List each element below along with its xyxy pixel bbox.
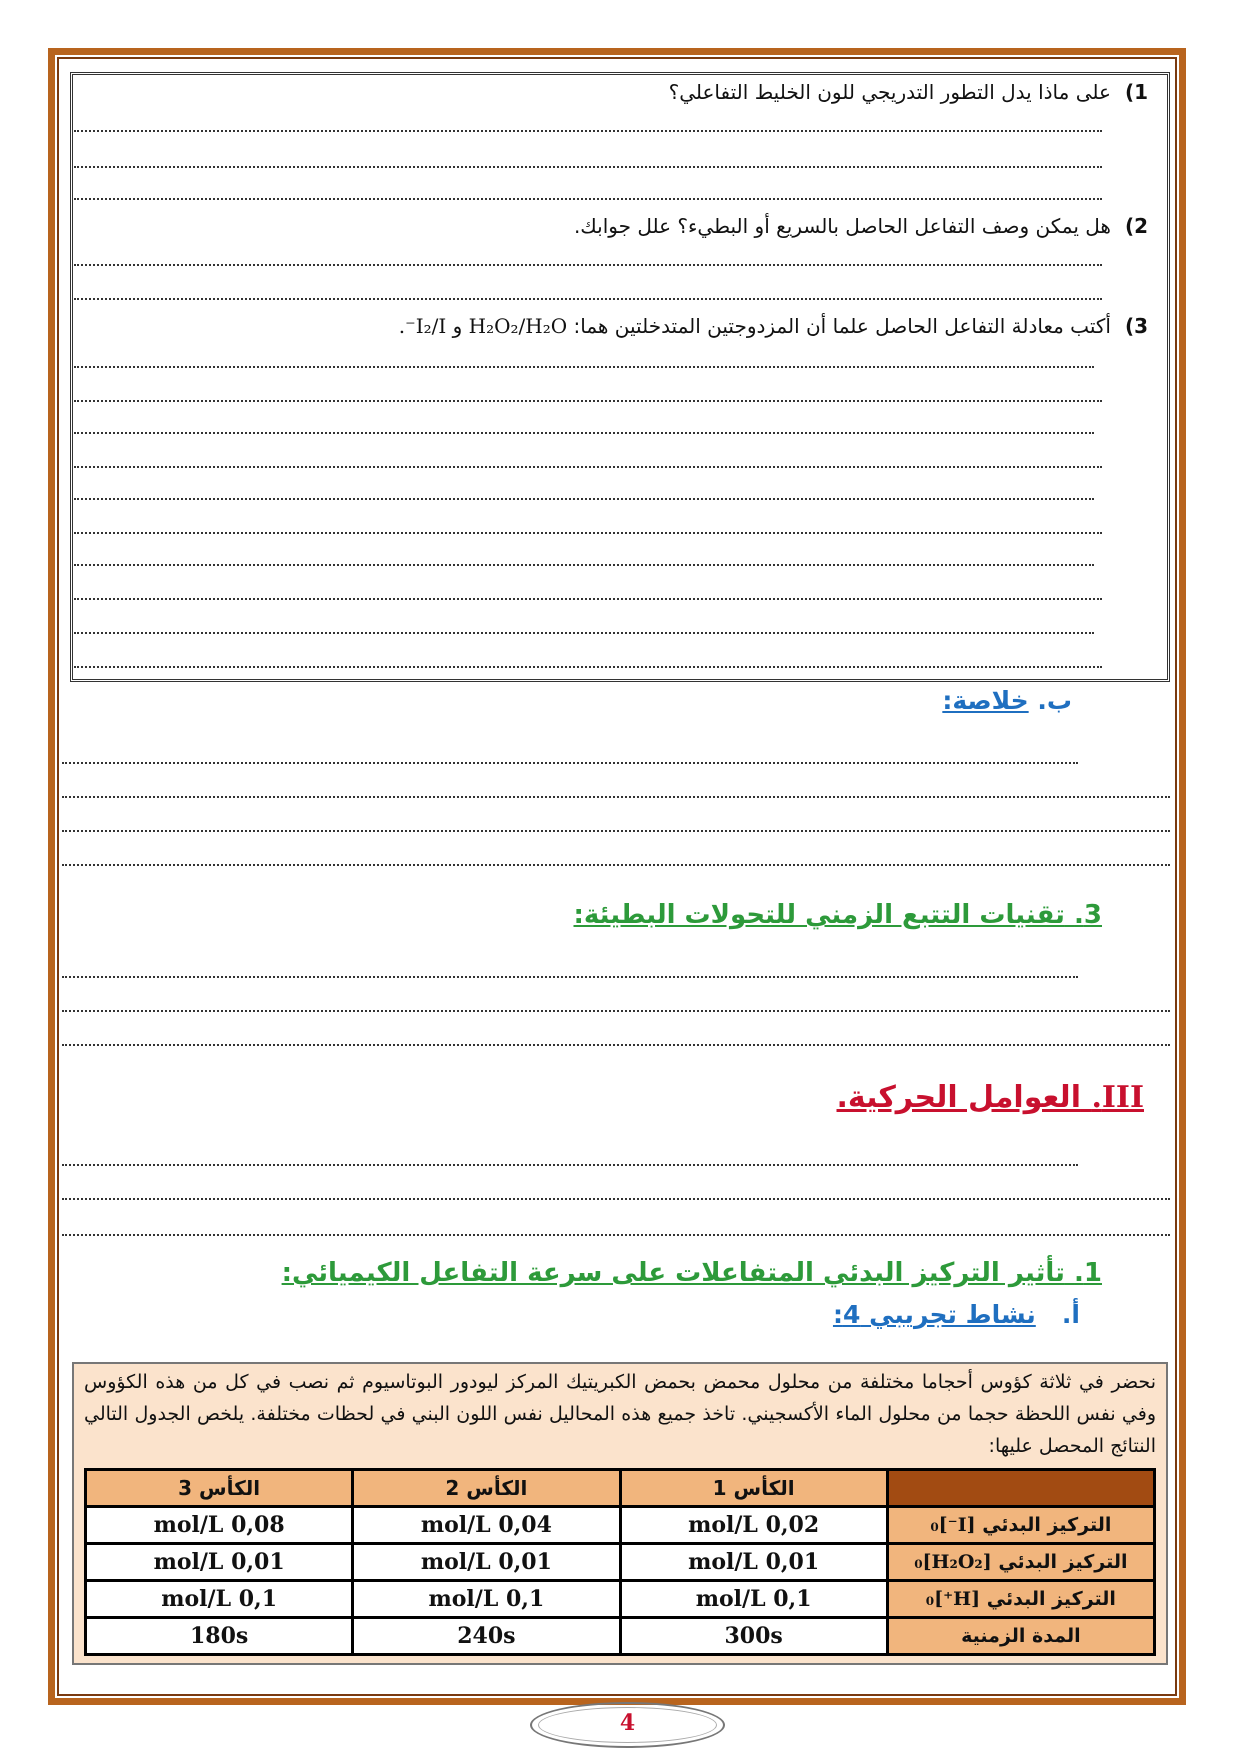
table-cell: 0,1 mol/L [622, 1582, 886, 1616]
heading-title: تقنيات التتبع الزمني للتحولات البطيئة: [573, 900, 1065, 930]
answer-line [74, 466, 1102, 468]
answer-line [74, 166, 1102, 168]
heading-prefix: III. [1091, 1080, 1144, 1115]
heading-title: نشاط تجريبي 4: [832, 1300, 1036, 1329]
answer-line [62, 1044, 1170, 1046]
question-2 [574, 214, 1148, 238]
answer-line [62, 1198, 1170, 1200]
question-text: على ماذا يدل التطور التدريجي للون الخليط التفاعلي؟ [668, 80, 1111, 104]
row-label [889, 1619, 1153, 1653]
heading-prefix: ب. [1037, 686, 1072, 715]
row-label [889, 1582, 1153, 1616]
question-text: هل يمكن وصف التفاعل الحاصل بالسريع أو البطيء؟ علل جوابك. [573, 214, 1111, 238]
question-1 [669, 80, 1148, 104]
answer-line [74, 198, 1102, 200]
answer-line [74, 264, 1102, 266]
redox-pair-1: H₂O₂/H₂O [468, 314, 568, 338]
table-row [87, 1582, 1153, 1616]
answer-line [74, 498, 1094, 500]
table-cell: 0,01 mol/L [87, 1545, 351, 1579]
answer-line [74, 366, 1094, 368]
table-row [87, 1545, 1153, 1579]
heading-title: خلاصة: [942, 686, 1029, 715]
table-cell: 0,1 mol/L [87, 1582, 351, 1616]
answer-line [62, 762, 1078, 764]
row-label-text: التركيز البدئي [986, 1588, 1116, 1610]
row-species: [H⁺]₀ [925, 1588, 981, 1610]
heading-prefix: 1. [1074, 1258, 1102, 1288]
questions-box [70, 72, 1170, 682]
row-label-text: المدة الزمنية [961, 1625, 1081, 1647]
table-cell: 300s [622, 1619, 886, 1653]
row-label-text: التركيز البدئي [998, 1551, 1128, 1573]
table-cell: 0,08 mol/L [87, 1508, 351, 1542]
table-header: الكأس 1 [622, 1471, 886, 1505]
kinetic-factors-heading [837, 1080, 1145, 1115]
heading-prefix: أ. [1061, 1300, 1080, 1329]
table-cell: 0,04 mol/L [354, 1508, 618, 1542]
conclusion-heading [942, 686, 1072, 715]
answer-line [74, 598, 1102, 600]
answer-line [62, 1164, 1078, 1166]
heading-title: العوامل الحركية. [836, 1080, 1081, 1115]
answer-line [74, 632, 1094, 634]
question-number: 3) [1124, 314, 1148, 338]
answer-line [74, 432, 1094, 434]
table-corner [889, 1471, 1153, 1505]
question-text: أكتب معادلة التفاعل الحاصل علما أن المزدوجتين المتدخلتين هما: [573, 314, 1111, 338]
heading-title: تأثير التركيز البدئي المتفاعلات على سرعة التفاعل الكيميائي: [281, 1258, 1065, 1288]
table-cell: 0,01 mol/L [354, 1545, 618, 1579]
question-number: 2) [1124, 214, 1148, 238]
answer-line [62, 796, 1170, 798]
page-number: 4 [619, 1710, 636, 1736]
heading-prefix: 3. [1074, 900, 1102, 930]
table-cell: 240s [354, 1619, 618, 1653]
table-cell: 180s [87, 1619, 351, 1653]
answer-line [62, 864, 1170, 866]
activity-heading [833, 1300, 1080, 1329]
table-row [87, 1508, 1153, 1542]
table-cell: 0,01 mol/L [622, 1545, 886, 1579]
tracking-heading [573, 900, 1102, 930]
table-header-row [87, 1471, 1153, 1505]
table-header: الكأس 2 [354, 1471, 618, 1505]
answer-line [74, 298, 1102, 300]
row-label [889, 1545, 1153, 1579]
table-cell: 0,02 mol/L [622, 1508, 886, 1542]
table-header: الكأس 3 [87, 1471, 351, 1505]
row-label [889, 1508, 1153, 1542]
concentration-heading [282, 1258, 1102, 1288]
table-row [87, 1619, 1153, 1653]
table-cell: 0,1 mol/L [354, 1582, 618, 1616]
answer-line [62, 830, 1170, 832]
answer-line [74, 666, 1102, 668]
question-number: 1) [1124, 80, 1148, 104]
question-3 [399, 314, 1148, 338]
redox-pair-2: I₂/I⁻. [398, 314, 447, 338]
row-label-text: التركيز البدئي [982, 1514, 1112, 1536]
activity-description: نحضر في ثلاثة كؤوس أحجاما مختلفة من محلول محمض بحمض الكبريتيك المركز ليودور البوتاسيوم ثم نصب في كل من هذه الكؤوس وفي نفس اللحظة حجما من محلول الماء الأكسجيني. تاخذ جميع هذه المحاليل نفس اللون البني في لحظات مختلفة. يلخص الجدول التالي النتائج المحصل عليها: [84, 1371, 1156, 1457]
answer-line [62, 1234, 1170, 1236]
answer-line [74, 564, 1094, 566]
row-species: [I⁻]₀ [930, 1514, 976, 1536]
conjunction: و [452, 314, 463, 338]
answer-line [62, 1010, 1170, 1012]
answer-line [74, 532, 1102, 534]
answer-line [74, 130, 1102, 132]
results-table [84, 1468, 1156, 1656]
row-species: [H₂O₂]₀ [914, 1551, 992, 1573]
answer-line [74, 400, 1102, 402]
answer-line [62, 976, 1078, 978]
